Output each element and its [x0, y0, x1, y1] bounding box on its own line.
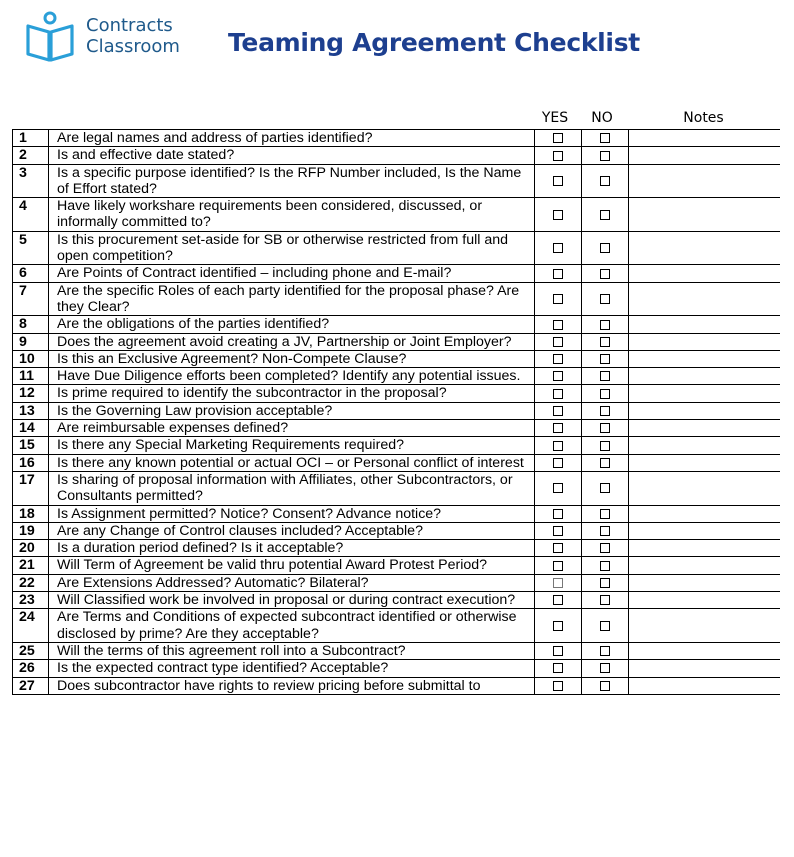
notes-cell[interactable] — [629, 471, 781, 505]
yes-checkbox[interactable] — [553, 389, 563, 399]
row-number: 8 — [13, 316, 49, 333]
no-cell — [582, 574, 629, 591]
no-cell — [582, 642, 629, 659]
no-checkbox[interactable] — [600, 371, 610, 381]
yes-checkbox[interactable] — [553, 509, 563, 519]
checklist-row — [13, 282, 781, 316]
row-number: 5 — [13, 231, 49, 265]
checklist-row — [13, 471, 781, 505]
row-question: Is this procurement set-aside for SB or otherwise restricted from full and open competition? — [49, 231, 535, 265]
notes-cell[interactable] — [629, 316, 781, 333]
yes-checkbox[interactable] — [553, 294, 563, 304]
no-checkbox[interactable] — [600, 294, 610, 304]
yes-cell — [535, 471, 582, 505]
no-checkbox[interactable] — [600, 133, 610, 143]
notes-cell[interactable] — [629, 677, 781, 694]
no-checkbox[interactable] — [600, 561, 610, 571]
yes-cell — [535, 677, 582, 694]
notes-cell[interactable] — [629, 592, 781, 609]
no-checkbox[interactable] — [600, 243, 610, 253]
yes-checkbox[interactable] — [553, 663, 563, 673]
yes-cell — [535, 574, 582, 591]
no-checkbox[interactable] — [600, 354, 610, 364]
yes-cell — [535, 557, 582, 574]
checklist-row — [13, 609, 781, 643]
checklist-row — [13, 592, 781, 609]
notes-cell[interactable] — [629, 540, 781, 557]
checklist-row — [13, 454, 781, 471]
row-question: Will Classified work be involved in proposal or during contract execution? — [49, 592, 535, 609]
notes-cell[interactable] — [629, 265, 781, 282]
row-question: Does the agreement avoid creating a JV, Partnership or Joint Employer? — [49, 333, 535, 350]
yes-checkbox[interactable] — [553, 483, 563, 493]
no-cell — [582, 557, 629, 574]
no-checkbox[interactable] — [600, 483, 610, 493]
page-title: Teaming Agreement Checklist — [228, 28, 640, 57]
yes-checkbox[interactable] — [553, 151, 563, 161]
row-number: 24 — [13, 609, 49, 643]
checklist-row — [13, 333, 781, 350]
row-question: Will the terms of this agreement roll into a Subcontract? — [49, 642, 535, 659]
yes-cell — [535, 350, 582, 367]
notes-cell[interactable] — [629, 454, 781, 471]
row-number: 26 — [13, 660, 49, 677]
no-checkbox[interactable] — [600, 578, 610, 588]
row-number: 4 — [13, 198, 49, 232]
no-checkbox[interactable] — [600, 543, 610, 553]
notes-cell[interactable] — [629, 333, 781, 350]
no-cell — [582, 130, 629, 147]
yes-checkbox[interactable] — [553, 337, 563, 347]
no-checkbox[interactable] — [600, 681, 610, 691]
row-number: 7 — [13, 282, 49, 316]
row-number: 25 — [13, 642, 49, 659]
row-number: 9 — [13, 333, 49, 350]
yes-cell — [535, 642, 582, 659]
row-question: Is and effective date stated? — [49, 147, 535, 164]
yes-checkbox[interactable] — [553, 578, 563, 588]
yes-cell — [535, 402, 582, 419]
yes-checkbox[interactable] — [553, 371, 563, 381]
checklist-row — [13, 420, 781, 437]
no-checkbox[interactable] — [600, 389, 610, 399]
no-cell — [582, 660, 629, 677]
row-question: Is there any Special Marketing Requirements required? — [49, 437, 535, 454]
checklist-row — [13, 231, 781, 265]
no-cell — [582, 522, 629, 539]
yes-cell — [535, 592, 582, 609]
checklist-table — [12, 129, 780, 695]
no-cell — [582, 282, 629, 316]
no-checkbox[interactable] — [600, 441, 610, 451]
row-number: 14 — [13, 420, 49, 437]
row-question: Is a specific purpose identified? Is the RFP Number included, Is the Name of Effort stated? — [49, 164, 535, 198]
no-checkbox[interactable] — [600, 337, 610, 347]
no-checkbox[interactable] — [600, 526, 610, 536]
checklist-row — [13, 385, 781, 402]
checklist-row — [13, 198, 781, 232]
yes-checkbox[interactable] — [553, 354, 563, 364]
yes-checkbox[interactable] — [553, 406, 563, 416]
row-question: Is there any known potential or actual OCI – or Personal conflict of interest — [49, 454, 535, 471]
row-question: Have Due Diligence efforts been completed? Identify any potential issues. — [49, 368, 535, 385]
no-cell — [582, 609, 629, 643]
checklist-row — [13, 147, 781, 164]
notes-cell[interactable] — [629, 350, 781, 367]
no-cell — [582, 592, 629, 609]
no-checkbox[interactable] — [600, 320, 610, 330]
row-number: 13 — [13, 402, 49, 419]
row-number: 12 — [13, 385, 49, 402]
yes-cell — [535, 316, 582, 333]
yes-checkbox[interactable] — [553, 269, 563, 279]
notes-cell[interactable] — [629, 660, 781, 677]
yes-checkbox[interactable] — [553, 526, 563, 536]
yes-cell — [535, 147, 582, 164]
row-question: Are reimbursable expenses defined? — [49, 420, 535, 437]
yes-checkbox[interactable] — [553, 561, 563, 571]
checklist-row — [13, 316, 781, 333]
checklist-row — [13, 164, 781, 198]
yes-cell — [535, 522, 582, 539]
no-column-header: NO — [591, 110, 613, 126]
notes-cell[interactable] — [629, 437, 781, 454]
notes-cell[interactable] — [629, 522, 781, 539]
yes-cell — [535, 130, 582, 147]
yes-cell — [535, 265, 582, 282]
no-cell — [582, 420, 629, 437]
brand-logo — [24, 10, 184, 66]
no-cell — [582, 454, 629, 471]
no-cell — [582, 316, 629, 333]
yes-cell — [535, 420, 582, 437]
yes-checkbox[interactable] — [553, 243, 563, 253]
row-question: Is Assignment permitted? Notice? Consent? Advance notice? — [49, 505, 535, 522]
yes-cell — [535, 198, 582, 232]
notes-cell[interactable] — [629, 574, 781, 591]
row-question: Is the expected contract type identified? Acceptable? — [49, 660, 535, 677]
row-number: 16 — [13, 454, 49, 471]
row-number: 15 — [13, 437, 49, 454]
yes-checkbox[interactable] — [553, 320, 563, 330]
notes-cell[interactable] — [629, 505, 781, 522]
row-number: 2 — [13, 147, 49, 164]
checklist-table-container — [12, 129, 780, 857]
row-question: Does subcontractor have rights to review pricing before submittal to — [49, 677, 535, 694]
brand-line-2: Classroom — [86, 36, 180, 57]
checklist-row — [13, 642, 781, 659]
row-number: 23 — [13, 592, 49, 609]
row-number: 3 — [13, 164, 49, 198]
no-checkbox[interactable] — [600, 509, 610, 519]
row-question: Are Extensions Addressed? Automatic? Bilateral? — [49, 574, 535, 591]
checklist-row — [13, 574, 781, 591]
row-question: Is prime required to identify the subcontractor in the proposal? — [49, 385, 535, 402]
checklist-row — [13, 437, 781, 454]
open-book-icon — [24, 10, 78, 64]
notes-cell[interactable] — [629, 231, 781, 265]
row-number: 22 — [13, 574, 49, 591]
no-checkbox[interactable] — [600, 151, 610, 161]
checklist-row — [13, 350, 781, 367]
row-question: Is the Governing Law provision acceptable? — [49, 402, 535, 419]
checklist-row — [13, 265, 781, 282]
no-checkbox[interactable] — [600, 210, 610, 220]
brand-line-1: Contracts — [86, 15, 173, 36]
row-number: 18 — [13, 505, 49, 522]
row-question: Are legal names and address of parties identified? — [49, 130, 535, 147]
row-question: Will Term of Agreement be valid thru potential Award Protest Period? — [49, 557, 535, 574]
yes-cell — [535, 368, 582, 385]
yes-checkbox[interactable] — [553, 646, 563, 656]
no-checkbox[interactable] — [600, 595, 610, 605]
no-checkbox[interactable] — [600, 423, 610, 433]
row-question: Are the obligations of the parties identified? — [49, 316, 535, 333]
no-cell — [582, 333, 629, 350]
yes-checkbox[interactable] — [553, 621, 563, 631]
yes-cell — [535, 660, 582, 677]
notes-cell[interactable] — [629, 130, 781, 147]
row-question: Are Points of Contract identified – including phone and E-mail? — [49, 265, 535, 282]
yes-checkbox[interactable] — [553, 133, 563, 143]
yes-cell — [535, 164, 582, 198]
brand-name — [86, 15, 180, 57]
checklist-row — [13, 522, 781, 539]
yes-cell — [535, 231, 582, 265]
notes-cell[interactable] — [629, 609, 781, 643]
notes-cell[interactable] — [629, 642, 781, 659]
no-cell — [582, 231, 629, 265]
notes-cell[interactable] — [629, 557, 781, 574]
no-cell — [582, 164, 629, 198]
no-cell — [582, 198, 629, 232]
yes-column-header: YES — [541, 110, 569, 126]
no-cell — [582, 471, 629, 505]
row-question: Are the specific Roles of each party identified for the proposal phase? Are they Clear? — [49, 282, 535, 316]
no-cell — [582, 385, 629, 402]
row-number: 11 — [13, 368, 49, 385]
notes-cell[interactable] — [629, 164, 781, 198]
row-number: 17 — [13, 471, 49, 505]
yes-cell — [535, 540, 582, 557]
row-number: 6 — [13, 265, 49, 282]
row-number: 21 — [13, 557, 49, 574]
no-checkbox[interactable] — [600, 663, 610, 673]
yes-checkbox[interactable] — [553, 441, 563, 451]
notes-cell[interactable] — [629, 368, 781, 385]
checklist-row — [13, 660, 781, 677]
yes-checkbox[interactable] — [553, 210, 563, 220]
yes-cell — [535, 282, 582, 316]
yes-checkbox[interactable] — [553, 681, 563, 691]
notes-cell[interactable] — [629, 420, 781, 437]
checklist-row — [13, 368, 781, 385]
no-checkbox[interactable] — [600, 646, 610, 656]
row-number: 10 — [13, 350, 49, 367]
no-checkbox[interactable] — [600, 269, 610, 279]
no-cell — [582, 437, 629, 454]
yes-cell — [535, 333, 582, 350]
checklist-row — [13, 505, 781, 522]
row-number: 19 — [13, 522, 49, 539]
no-cell — [582, 350, 629, 367]
checklist-row — [13, 130, 781, 147]
notes-cell[interactable] — [629, 147, 781, 164]
checklist-row — [13, 402, 781, 419]
checklist-row — [13, 540, 781, 557]
row-number: 1 — [13, 130, 49, 147]
notes-column-header: Notes — [683, 110, 724, 126]
row-question: Is this an Exclusive Agreement? Non-Compete Clause? — [49, 350, 535, 367]
no-checkbox[interactable] — [600, 458, 610, 468]
notes-cell[interactable] — [629, 198, 781, 232]
notes-cell[interactable] — [629, 282, 781, 316]
no-checkbox[interactable] — [600, 406, 610, 416]
no-checkbox[interactable] — [600, 621, 610, 631]
yes-cell — [535, 609, 582, 643]
yes-checkbox[interactable] — [553, 423, 563, 433]
yes-checkbox[interactable] — [553, 458, 563, 468]
row-number: 20 — [13, 540, 49, 557]
row-question: Is a duration period defined? Is it acceptable? — [49, 540, 535, 557]
no-cell — [582, 677, 629, 694]
no-checkbox[interactable] — [600, 176, 610, 186]
yes-cell — [535, 385, 582, 402]
row-question: Have likely workshare requirements been considered, discussed, or informally committed to? — [49, 198, 535, 232]
no-cell — [582, 505, 629, 522]
notes-cell[interactable] — [629, 385, 781, 402]
no-cell — [582, 147, 629, 164]
no-cell — [582, 368, 629, 385]
notes-cell[interactable] — [629, 402, 781, 419]
row-question: Is sharing of proposal information with Affiliates, other Subcontractors, or Consultants permitted? — [49, 471, 535, 505]
yes-checkbox[interactable] — [553, 543, 563, 553]
yes-checkbox[interactable] — [553, 595, 563, 605]
yes-cell — [535, 437, 582, 454]
yes-checkbox[interactable] — [553, 176, 563, 186]
yes-cell — [535, 454, 582, 471]
no-cell — [582, 540, 629, 557]
no-cell — [582, 265, 629, 282]
row-question: Are Terms and Conditions of expected subcontract identified or otherwise disclosed by prime? Are they acceptable? — [49, 609, 535, 643]
yes-cell — [535, 505, 582, 522]
row-question: Are any Change of Control clauses included? Acceptable? — [49, 522, 535, 539]
no-cell — [582, 402, 629, 419]
checklist-row — [13, 677, 781, 694]
row-number: 27 — [13, 677, 49, 694]
checklist-row — [13, 557, 781, 574]
